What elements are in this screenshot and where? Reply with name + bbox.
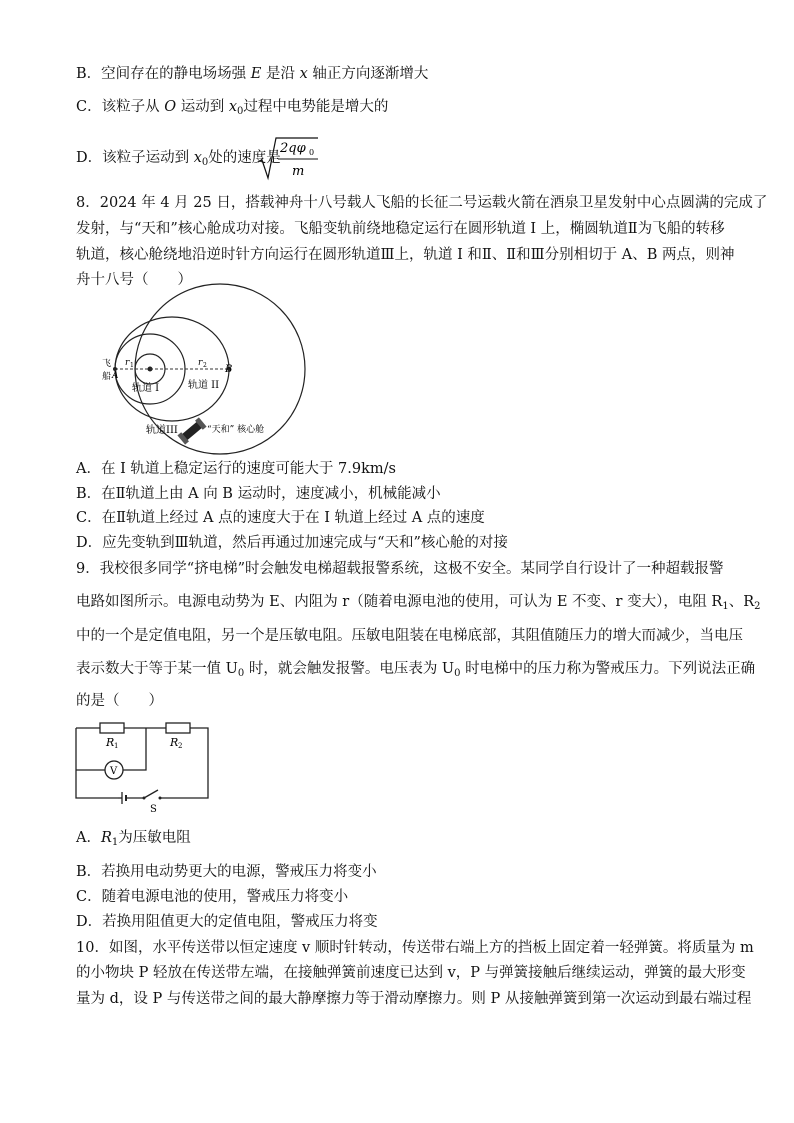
resistor-r1 [100,723,124,733]
label-a: A [112,371,119,381]
q9-option-d: D．若换用阻值更大的定值电阻，警戒压力将变 [76,914,378,930]
label-orbit-3: 轨道III [146,425,178,436]
q8-option-c: C．在Ⅱ轨道上经过 A 点的速度大于在 I 轨道上经过 A 点的速度 [76,510,485,526]
q9-stem-line-3: 中的一个是定值电阻，另一个是压敏电阻。压敏电阻装在电梯底部，其阻值随压力的增大而减少，当电压 [76,628,743,644]
q7-option-d: D．该粒子运动到 $x_0$处的速度是 [76,150,281,168]
label-r2: R [170,736,179,749]
resistor-r2 [166,723,190,733]
label-r2-sub: 2 [178,742,183,750]
ship-label-1: 飞 [102,359,112,369]
q9-option-a: A．$R_1$为压敏电阻 [76,830,191,848]
label-r1-sub: 1 [114,742,119,750]
circuit-diagram [70,718,220,815]
label-r1: R [106,736,115,749]
q10-stem-line-3: 量为 d，设 P 与传送带之间的最大静摩擦力等于滑动摩擦力。则 P 从接触弹簧到第一次运动到最右端过程 [76,991,752,1007]
label-s: S [150,804,157,815]
q8-stem-line-3: 轨道，核心舱绕地沿逆时针方向运行在圆形轨道Ⅲ上，轨道 I 和Ⅱ、Ⅱ和Ⅲ分别相切于 A、B 两点，则神 [76,247,735,263]
label-orbit-1: 轨道 I [132,383,160,394]
sqrt-denominator: m [292,164,305,179]
sqrt-numerator: 2qφ [280,141,306,156]
sqrt-numerator-sub: 0 [309,148,315,157]
label-r1-sub: 1 [130,362,134,369]
voltmeter-label: V [110,766,118,777]
ship-label-2: 船 [102,372,112,382]
q9-stem-line-4: 表示数大于等于某一值 $U_0$ 时，就会触发报警。电压表为 $U_0$ 时电梯中的压力称为警戒压力。下列说法正确 [76,661,756,679]
q10-stem-line-2: 的小物块 P 轻放在传送带左端，在接触弹簧前速度已达到 v，P 与弹簧接触后继续运动，弹簧的最大形变 [76,965,746,981]
tianhe-module-icon [177,417,206,444]
q8-stem-line-1: 8．2024 年 4 月 25 日，搭载神舟十八号载人飞船的长征二号运载火箭在酒泉卫星发射中心点圆满的完成了 [76,195,768,211]
label-b: B [225,364,233,375]
q8-stem-line-2: 发射，与“天和”核心舱成功对接。飞船变轨前绕地稳定运行在圆形轨道 I 上，椭圆轨道Ⅱ为飞船的转移 [76,221,725,237]
label-r2: r [198,358,203,368]
q8-option-b: B．在Ⅱ轨道上由 A 向 B 运动时，速度减小，机械能减小 [76,486,441,502]
label-r1: r [125,358,130,368]
label-tianhe: “天和” 核心舱 [207,425,265,435]
label-orbit-2: 轨道 II [188,380,220,391]
q8-option-d: D．应先变轨到Ⅲ轨道，然后再通过加速完成与“天和”核心舱的对接 [76,535,508,551]
label-r2-sub: 2 [203,362,207,369]
q9-option-c: C．随着电源电池的使用，警戒压力将变小 [76,889,349,905]
q9-stem-line-5: 的是（ ） [76,693,163,709]
q9-option-b: B．若换用电动势更大的电源，警戒压力将变小 [76,864,377,880]
q7-option-c: C．该粒子从 O 运动到 $x_0$过程中电势能是增大的 [76,99,389,117]
q7-option-b: B．空间存在的静电场场强 E 是沿 x 轴正方向逐渐增大 [76,66,429,82]
q8-stem-line-4: 舟十八号（ ） [76,272,192,288]
q10-stem-line-1: 10．如图，水平传送带以恒定速度 v 顺时针转动，传送带右端上方的挡板上固定着一轻弹簧。将质量为 m [76,940,754,956]
q8-option-a: A．在 I 轨道上稳定运行的速度可能大于 7.9km/s [76,461,396,477]
q9-stem-line-2: 电路如图所示。电源电动势为 E、内阻为 r（随着电源电池的使用，可认为 E 不变、r 变大），电阻 $R_1$、$R_2$ [76,594,761,612]
switch-s [144,790,158,798]
sqrt-formula [256,134,320,182]
q9-stem-line-1: 9．我校很多同学“挤电梯”时会触发电梯超载报警系统，这极不安全。某同学自行设计了一种超载报警 [76,561,724,577]
orbit-diagram [70,300,310,450]
